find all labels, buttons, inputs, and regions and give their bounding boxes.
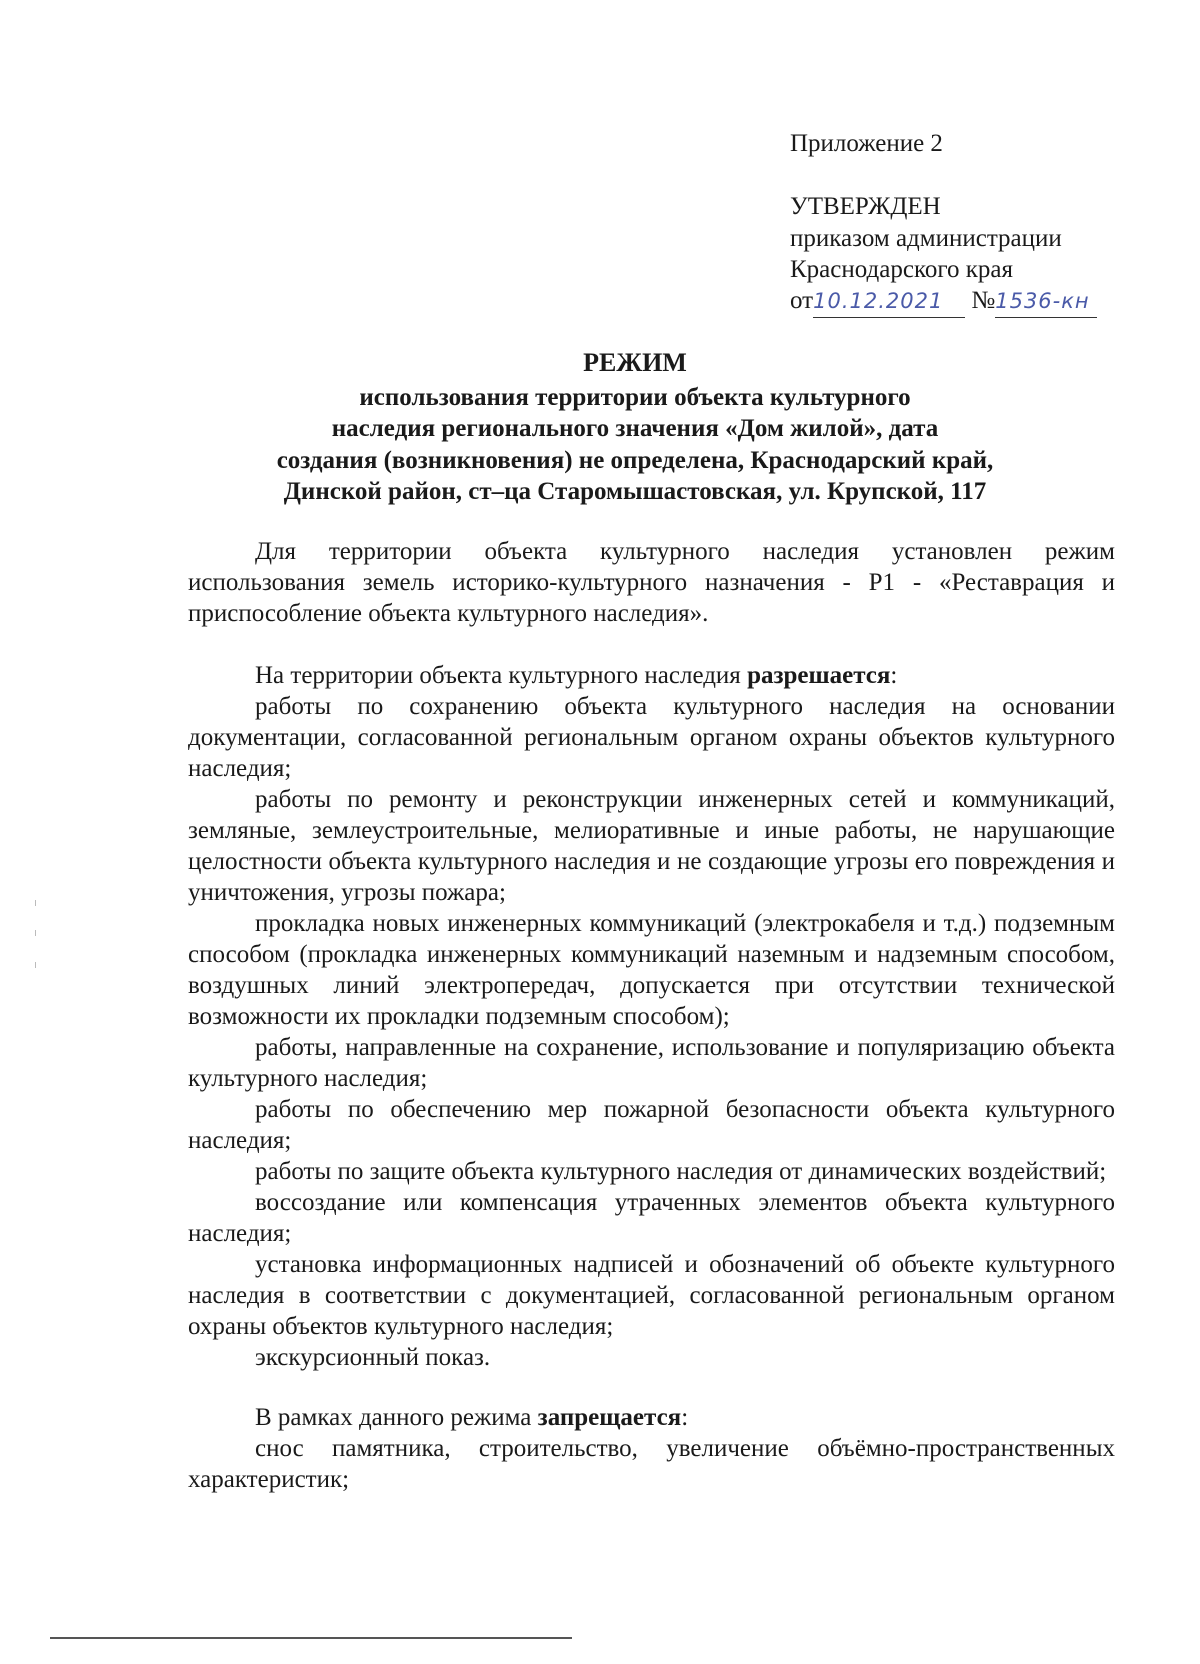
approval-date-line	[790, 285, 1097, 318]
allowed-item: установка информационных надписей и обозначений об объекте культурного наследия в соответствии с документацией, согласованной региональным органом охраны объектов культурного наследия;	[188, 1251, 1115, 1340]
handwritten-date: 10.12.2021	[813, 286, 965, 318]
prohibited-lead-bold: запрещается	[537, 1404, 682, 1431]
prohibited-lead-end: :	[681, 1404, 689, 1431]
allowed-item: работы, направленные на сохранение, использование и популяризацию объекта культурного наследия;	[188, 1034, 1115, 1092]
prohibited-item: снос памятника, строительство, увеличение объёмно-пространственных характеристик;	[188, 1435, 1115, 1493]
title-main: РЕЖИМ	[583, 348, 687, 377]
allowed-lead	[188, 660, 1115, 691]
allowed-item: работы по защите объекта культурного наследия от динамических воздействий;	[255, 1158, 1107, 1185]
allowed-item: воссоздание или компенсация утраченных элементов объекта культурного наследия;	[188, 1189, 1115, 1247]
prohibited-lead	[188, 1402, 1115, 1433]
appendix-label: Приложение 2	[790, 130, 943, 157]
title-line-3: создания (возникновения) не определена, Краснодарский край,	[276, 446, 994, 474]
approval-line-2: Краснодарского края	[790, 256, 1013, 283]
allowed-lead-bold: разрешается	[747, 662, 891, 689]
title-line-4: Динской район, ст–ца Старомышастовская, ул. Крупской, 117	[283, 478, 987, 505]
approved-heading: УТВЕРЖДЕН	[790, 193, 941, 220]
number-prefix: №	[971, 287, 996, 314]
handwritten-number: 1536-кн	[995, 286, 1097, 318]
footer-divider	[50, 1637, 572, 1639]
allowed-lead-end: :	[890, 662, 898, 689]
title-line-2: наследия регионального значения «Дом жилой», дата	[331, 415, 939, 442]
title-line-1: использования территории объекта культурного	[359, 383, 911, 411]
allowed-item: экскурсионный показ.	[255, 1344, 491, 1371]
allowed-item: прокладка новых инженерных коммуникаций (электрокабеля и т.д.) подземным способом (прокладка инженерных коммуникаций наземным и надземным способом, воздушных линий электропередач, допускается при отсутствии технической возможности их прокладки подземным способом);	[188, 910, 1115, 1030]
allowed-item: работы по обеспечению мер пожарной безопасности объекта культурного наследия;	[188, 1096, 1115, 1154]
intro-paragraph: Для территории объекта культурного наследия установлен режим использования земель историко-культурного назначения - Р1 - «Реставрация и приспособление объекта культурного наследия».	[188, 538, 1115, 627]
prohibited-lead-text: В рамках данного режима	[255, 1404, 538, 1431]
document-body	[188, 536, 1115, 1495]
allowed-item: работы по сохранению объекта культурного наследия на основании документации, согласованной региональным органом охраны объектов культурного наследия;	[188, 693, 1115, 782]
document-title	[180, 347, 1090, 508]
allowed-lead-text: На территории объекта культурного наследия	[255, 662, 748, 689]
allowed-item: работы по ремонту и реконструкции инженерных сетей и коммуникаций, земляные, землеустроительные, мелиоративные и иные работы, не нарушающие целостности объекта культурного наследия и не создающие угрозы его повреждения и уничтожения, угрозы пожара;	[188, 786, 1115, 906]
date-prefix: от	[790, 287, 814, 314]
approval-line-1: приказом администрации	[790, 225, 1062, 252]
approval-block	[790, 128, 1097, 318]
